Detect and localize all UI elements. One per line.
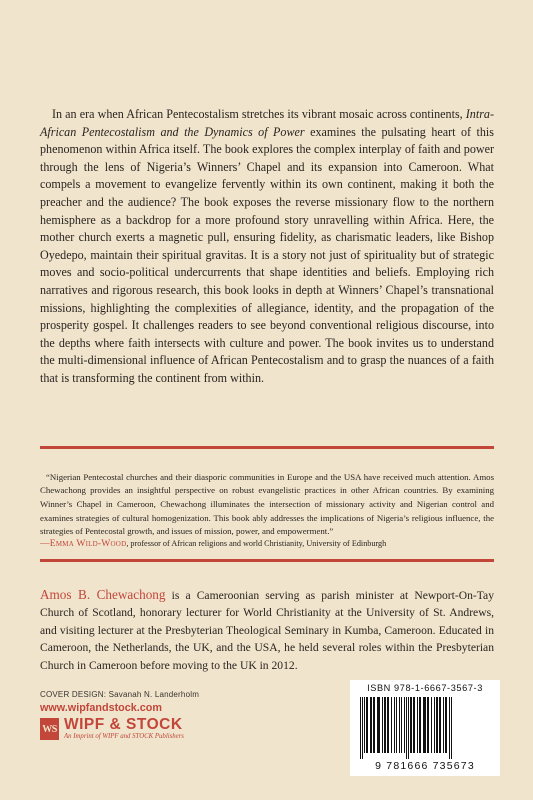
barcode-bar	[406, 697, 407, 759]
barcode-bar	[445, 697, 447, 753]
barcode-bar	[401, 697, 402, 753]
endorsement-attribution	[40, 538, 494, 550]
barcode-bars-icon	[358, 697, 492, 759]
barcode-bar	[404, 697, 405, 753]
barcode-bar	[427, 697, 429, 753]
endorser-affiliation: , professor of African religions and world Christianity, University of Edinburgh	[126, 539, 387, 549]
barcode-bar	[387, 697, 389, 753]
barcode-number: 9 781666 735673	[375, 760, 475, 772]
isbn-label: ISBN 978-1-6667-3567-3	[367, 683, 483, 693]
barcode-bar	[436, 697, 438, 753]
divider-top	[40, 446, 494, 449]
barcode-bar	[413, 697, 415, 753]
publisher-url[interactable]: www.wipfandstock.com	[40, 702, 162, 714]
barcode-bar	[399, 697, 400, 753]
barcode-bar	[431, 697, 432, 753]
barcode-bar	[373, 697, 375, 753]
barcode-bar	[364, 697, 365, 753]
barcode-bar	[391, 697, 392, 753]
book-title: Intra-African Pentecostalism and the Dynamics of Power	[40, 107, 494, 139]
barcode-bar	[423, 697, 426, 753]
barcode-bar	[382, 697, 383, 753]
divider-bottom	[40, 559, 494, 562]
barcode-bar	[419, 697, 421, 753]
author-name: Amos B. Chewachong	[40, 586, 166, 602]
barcode-bar	[377, 697, 380, 753]
barcode-bar	[410, 697, 412, 753]
endorser-name: Emma Wild-Wood	[49, 538, 127, 550]
barcode-bar	[449, 697, 450, 759]
endorser-dash: —	[40, 538, 50, 550]
publisher-logo-icon: WS	[40, 718, 59, 740]
cover-design-credit: COVER DESIGN: Savanah N. Landerholm	[40, 690, 200, 699]
barcode-bar	[439, 697, 441, 753]
barcode-bar	[396, 697, 397, 753]
description-lead: In an era when African Pentecostalism stretches its vibrant mosaic across continents,	[52, 107, 466, 122]
barcode-bar	[408, 697, 409, 759]
book-description	[40, 106, 494, 388]
endorsement-quote: “Nigerian Pentecostal churches and their diasporic communities in Europe and the USA have received much attention. Amos Chewachong provides an insightful perspective on robust evangelistic practices in other African countries. By examining Winner’s Chapel in Cameroon, Chewachong illuminates the intersection of missionary activity and Nigerian control and examines strategies of cultural homogenization. This book ably addresses the implications of Nigeria’s religious influence, the strategies of Pentecostal growth, and issues of mission, power, and empowerment.”	[40, 471, 494, 537]
barcode-bar	[451, 697, 452, 759]
barcode-bar	[370, 697, 372, 753]
description-body: examines the pulsating heart of this phenomenon within Africa itself. The book explores the complex interplay of faith and power through the lens of Nigeria’s Winners’ Chapel and its expansion into Cameroon. What compels a movement to evangelize fervently within its own continent, making it both the preacher and the audience? The book exposes the reverse missionary flow to the northern hemisphere as a backdrop for a more profound story unravelling within Africa. Here, the mother church exerts a magnetic pull, ensuring fidelity, as charismatic leaders, like Bishop Oyedepo, maintain their spiritual gravitas. It is a story not just of spirituality but of strategic moves and socio-political undercurrents that shape identities and beliefs. Employing rich narratives and rigorous research, this book looks in depth at Winners’ Chapel’s transnational missions, highlighting the complexities of allegiance, identity, and the propagation of the prosperity gospel. It challenges readers to see beyond conventional religious discourse, into the depths where faith intersects with culture and power. The book invites us to understand the multi-dimensional influence of African Pentecostalism and to grasp the nuances of a faith that is transforming the continent from within.	[40, 124, 494, 385]
author-bio	[40, 586, 494, 675]
publisher-name: WIPF & STOCK	[64, 716, 183, 733]
barcode-bar	[362, 697, 363, 759]
author-bio-text: is a Cameroonian serving as parish minister at Newport-On-Tay Church of Scotland, honorary lecturer for World Christianity at the University of St. Andrews, and visiting lecturer at the Presbyterian Theological Seminary in Kumba, Cameroon. Educated in Cameroon, the Netherlands, the UK, and the USA, he held several roles within the Presbyterian Church in Cameroon before moving to the UK in 2012.	[40, 588, 494, 672]
barcode-bar	[417, 697, 418, 753]
barcode-bar	[394, 697, 395, 753]
barcode-bar	[443, 697, 444, 753]
barcode-bar	[360, 697, 361, 759]
barcode-bar	[384, 697, 386, 753]
publisher-tagline: An Imprint of WIPF and STOCK Publishers	[64, 733, 184, 740]
barcode-bar	[434, 697, 435, 753]
isbn-barcode	[350, 680, 500, 776]
barcode-bar	[366, 697, 368, 753]
